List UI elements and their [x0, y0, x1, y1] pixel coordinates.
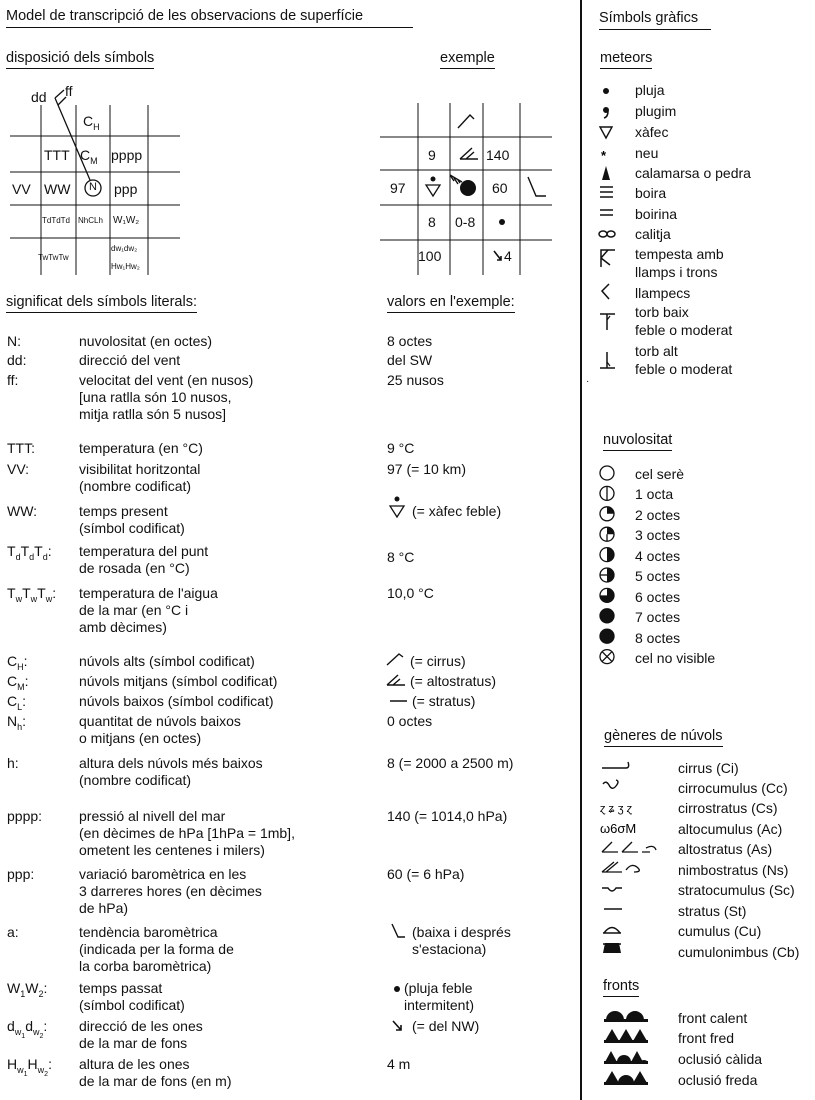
row-description: visibilitat horitzontal (nombre codificat)	[79, 461, 201, 494]
stratus-example-icon	[389, 693, 409, 709]
cold-front-icon	[604, 1029, 648, 1043]
row-description: tendència baromètrica (indicada per la forma de la corba baromètrica)	[79, 924, 234, 974]
example-twtwtw: 100	[418, 248, 442, 264]
cloud-genera-icons	[600, 758, 670, 968]
row-symbol: $C_L$:	[7, 693, 27, 712]
row-symbol: WW:	[7, 503, 38, 519]
w1w2-label: W₁W₂	[113, 215, 140, 226]
low-turbulence-icon	[600, 314, 615, 330]
meteor-label: neu	[635, 145, 659, 161]
fronts-heading: fronts	[603, 978, 639, 997]
front-label: front fred	[678, 1030, 735, 1046]
row-value: 0 octes	[387, 713, 433, 729]
row-description: pressió al nivell del mar (en dècimes de hPa [1hPa = 1mb], ometent les centenes i milers)	[79, 808, 295, 858]
row-description: temperatura (en °C)	[79, 440, 203, 456]
dd-label: dd	[31, 89, 47, 105]
cloud-genus-label: stratus (St)	[678, 903, 747, 919]
cirrus-icon	[602, 762, 629, 768]
example-nhclh: 0-8	[455, 214, 476, 230]
ppp-label: ppp	[114, 181, 138, 197]
cm-label: $C_M$	[80, 147, 98, 166]
cloud-cover-heading: nuvolositat	[603, 432, 672, 451]
ch-label: $C_H$	[83, 113, 100, 132]
thunderstorm-icon	[601, 250, 615, 267]
row-description: temperatura de l'aigua de la mar (en °C i amb dècimes)	[79, 585, 218, 635]
octa-5-icon	[600, 568, 614, 582]
row-symbol: $C_M$:	[7, 673, 29, 692]
page-title: Model de transcripció de les observacions de superfície	[6, 8, 413, 28]
cloud-genus-label: nimbostratus (Ns)	[678, 862, 789, 878]
meteor-label: plugim	[635, 103, 677, 119]
vv-label: VV	[12, 181, 31, 197]
cloud-genus-label: cirrus (Ci)	[678, 760, 739, 776]
altocumulus-icon: ω6σM	[600, 821, 637, 836]
cloud-genus-label: altocumulus (Ac)	[678, 821, 783, 837]
row-value: 60 (= 6 hPa)	[387, 866, 465, 882]
row-symbol: VV:	[7, 461, 30, 477]
cloud-genus-label: cumulonimbus (Cb)	[678, 944, 800, 960]
meteor-label: calamarsa o pedra	[635, 165, 751, 181]
cloud-cover-label: cel serè	[635, 466, 685, 482]
cloud-cover-label: 8 octes	[635, 630, 681, 646]
row-symbol: $C_H$:	[7, 653, 28, 672]
hwhw-label: Hw₁Hw₂	[111, 262, 140, 271]
cloud-genus-label: altostratus (As)	[678, 841, 773, 857]
station-model-grid	[0, 80, 200, 280]
tdtdtd-label: TdTdTd	[42, 216, 71, 225]
meteor-icons	[598, 82, 622, 382]
row-symbol: a:	[7, 924, 19, 940]
octa-3-icon	[600, 527, 614, 541]
meteor-label: torb baix feble o moderat	[635, 304, 733, 338]
row-value: (= altostratus)	[410, 673, 496, 689]
row-value: 8 (= 2000 a 2500 m)	[387, 755, 514, 771]
meteor-label: llampecs	[635, 285, 691, 301]
ww-label: WW	[44, 181, 71, 197]
nhclh-label: NhCLh	[78, 216, 103, 225]
row-description: temps passat (símbol codificat)	[79, 980, 185, 1013]
row-description: núvols alts (símbol codificat)	[79, 653, 255, 669]
rain-example-icon	[390, 982, 404, 996]
row-value: 9 °C	[387, 440, 415, 456]
row-value: 10,0 °C	[387, 585, 434, 601]
example-heading: exemple	[440, 50, 495, 69]
cold-occlusion-icon	[604, 1071, 648, 1085]
row-description: temperatura del punt de rosada (en °C)	[79, 543, 209, 576]
cirrocumulus-icon	[603, 780, 618, 788]
octa-1-icon	[600, 486, 614, 500]
example-vv: 97	[390, 180, 406, 196]
example-hw: 4	[504, 248, 512, 264]
hail-triangle-icon	[602, 166, 610, 180]
meteor-label: tempesta amb llamps i trons	[635, 246, 724, 280]
row-symbol: N:	[7, 333, 21, 349]
row-description: núvols mitjans (símbol codificat)	[79, 673, 278, 689]
meaning-heading: significat dels símbols literals:	[6, 294, 197, 313]
front-icons	[602, 1006, 662, 1091]
octa-4-icon	[600, 548, 614, 562]
ff-label: ff	[65, 83, 73, 99]
row-description: altura dels núvols més baixos (nombre codificat)	[79, 755, 263, 788]
meteors-heading: meteors	[600, 50, 652, 69]
column-divider	[580, 0, 582, 1100]
row-description: direcció de les ones de la mar de fons	[79, 1018, 203, 1051]
row-value: (baixa i després s'estaciona)	[412, 924, 511, 957]
example-ttt: 9	[428, 147, 436, 163]
stray-mark: ·	[586, 376, 590, 387]
cloud-cover-label: 5 octes	[635, 568, 681, 584]
altostratus-icon	[602, 842, 656, 852]
cloud-cover-label: 4 octes	[635, 548, 681, 564]
row-description: altura de les ones de la mar de fons (en m)	[79, 1056, 232, 1089]
row-symbol: $T_wT_wT_w$:	[7, 585, 57, 604]
row-symbol: $d_{w_1}d_{w_2}$:	[7, 1018, 48, 1040]
pppp-label: pppp	[111, 147, 143, 163]
cumulus-icon	[603, 928, 621, 934]
lightning-icon	[602, 284, 609, 299]
row-value: 97 (= 10 km)	[387, 461, 466, 477]
row-value: (pluja feble intermitent)	[404, 980, 475, 1013]
row-symbol: $W_1W_2$:	[7, 980, 48, 999]
octa-7-icon	[600, 609, 614, 623]
row-symbol: TTT:	[7, 440, 35, 456]
stratocumulus-icon	[602, 888, 622, 891]
row-symbol: $N_h$:	[7, 713, 27, 732]
row-value: 4 m	[387, 1056, 411, 1072]
cumulonimbus-icon	[603, 943, 621, 953]
high-turbulence-icon	[600, 352, 615, 368]
haze-infinity-icon	[599, 231, 615, 237]
row-symbol: $T_dT_dT_d$:	[7, 543, 52, 562]
row-description: velocitat del vent (en nusos) [una ratlla són 10 nusos, mitja ratlla són 5 nusos]	[79, 372, 254, 422]
dwdw-label: dw₁dw₂	[111, 244, 138, 253]
meteor-label: torb alt feble o moderat	[635, 343, 733, 377]
cirrostratus-icon: ɀ ʑ ʒ ɀ	[600, 803, 633, 815]
cloud-cover-label: 6 octes	[635, 589, 681, 605]
drizzle-comma-icon	[603, 107, 609, 118]
front-label: front calent	[678, 1010, 748, 1026]
fog-three-lines-icon	[600, 187, 613, 197]
row-value: del SW	[387, 352, 433, 368]
example-tdtdtd: 8	[428, 214, 436, 230]
example-pppp: 140	[486, 147, 510, 163]
octa-8-icon	[600, 629, 614, 643]
warm-front-icon	[604, 1011, 648, 1022]
nimbostratus-icon	[602, 862, 639, 872]
octa-x-icon	[600, 650, 614, 664]
values-heading: valors en l'exemple:	[387, 294, 515, 313]
shower-past-icon	[389, 495, 409, 519]
meteor-label: calitja	[635, 226, 671, 242]
swell-arrow-icon	[390, 1018, 406, 1034]
ttt-label: TTT	[44, 147, 70, 163]
altostratus-example-icon	[385, 671, 409, 689]
cloud-genus-label: cirrostratus (Cs)	[678, 800, 778, 816]
snow-asterisk-icon: *	[601, 148, 607, 163]
octa-6-icon	[600, 588, 614, 602]
octa-2-icon	[600, 507, 614, 521]
row-symbol: h:	[7, 755, 19, 771]
cirrus-example-icon	[385, 650, 407, 668]
cloud-genus-label: stratocumulus (Sc)	[678, 882, 795, 898]
twtwtw-label: TwTwTw	[38, 253, 69, 262]
row-value: 8 octes	[387, 333, 433, 349]
n-label: N	[89, 181, 97, 193]
layout-heading: disposició dels símbols	[6, 50, 154, 69]
row-value: (= del NW)	[412, 1018, 480, 1034]
row-symbol: ff:	[7, 372, 19, 388]
cloud-cover-label: 3 octes	[635, 527, 681, 543]
cloud-cover-label: 7 octes	[635, 609, 681, 625]
front-label: oclusió freda	[678, 1072, 758, 1088]
front-label: oclusió càlida	[678, 1051, 763, 1067]
row-description: temps present (símbol codificat)	[79, 503, 185, 536]
row-value: 140 (= 1014,0 hPa)	[387, 808, 508, 824]
cloud-cover-icons	[596, 463, 620, 673]
meteor-label: boirina	[635, 206, 678, 222]
cloud-cover-label: 2 octes	[635, 507, 681, 523]
row-value: (= cirrus)	[410, 653, 466, 669]
cloud-genera-heading: gèneres de núvols	[604, 728, 723, 747]
row-value: 25 nusos	[387, 372, 444, 388]
graphic-heading: Símbols gràfics	[599, 10, 711, 30]
cloud-cover-label: 1 octa	[635, 486, 674, 502]
row-description: direcció del vent	[79, 352, 181, 368]
row-description: núvols baixos (símbol codificat)	[79, 693, 274, 709]
row-value: (= xàfec feble)	[412, 503, 502, 519]
cloud-genus-label: cirrocumulus (Cc)	[678, 780, 788, 796]
cloud-genus-label: cumulus (Cu)	[678, 923, 762, 939]
row-symbol: $H_{w_1}H_{w_2}$:	[7, 1056, 52, 1078]
mist-two-lines-icon	[600, 210, 613, 215]
shower-triangle-icon	[600, 127, 612, 138]
meteor-label: xàfec	[635, 124, 669, 140]
row-description: quantitat de núvols baixos o mitjans (en octes)	[79, 713, 241, 746]
octa-0-icon	[600, 466, 614, 480]
tendency-example-icon	[389, 922, 407, 940]
meteor-label: pluja	[635, 82, 665, 98]
row-value: (= stratus)	[412, 693, 476, 709]
meteor-label: boira	[635, 185, 667, 201]
row-description: variació baromètrica en les 3 darreres hores (en dècimes de hPa)	[79, 866, 262, 916]
row-description: nuvolositat (en octes)	[79, 333, 213, 349]
row-symbol: ppp:	[7, 866, 35, 882]
example-ppp: 60	[492, 180, 508, 196]
row-symbol: dd:	[7, 352, 27, 368]
rain-dot-icon	[603, 88, 609, 94]
cloud-cover-label: cel no visible	[635, 650, 716, 666]
row-value: 8 °C	[387, 549, 415, 565]
row-symbol: pppp:	[7, 808, 43, 824]
warm-occlusion-icon	[604, 1051, 648, 1064]
